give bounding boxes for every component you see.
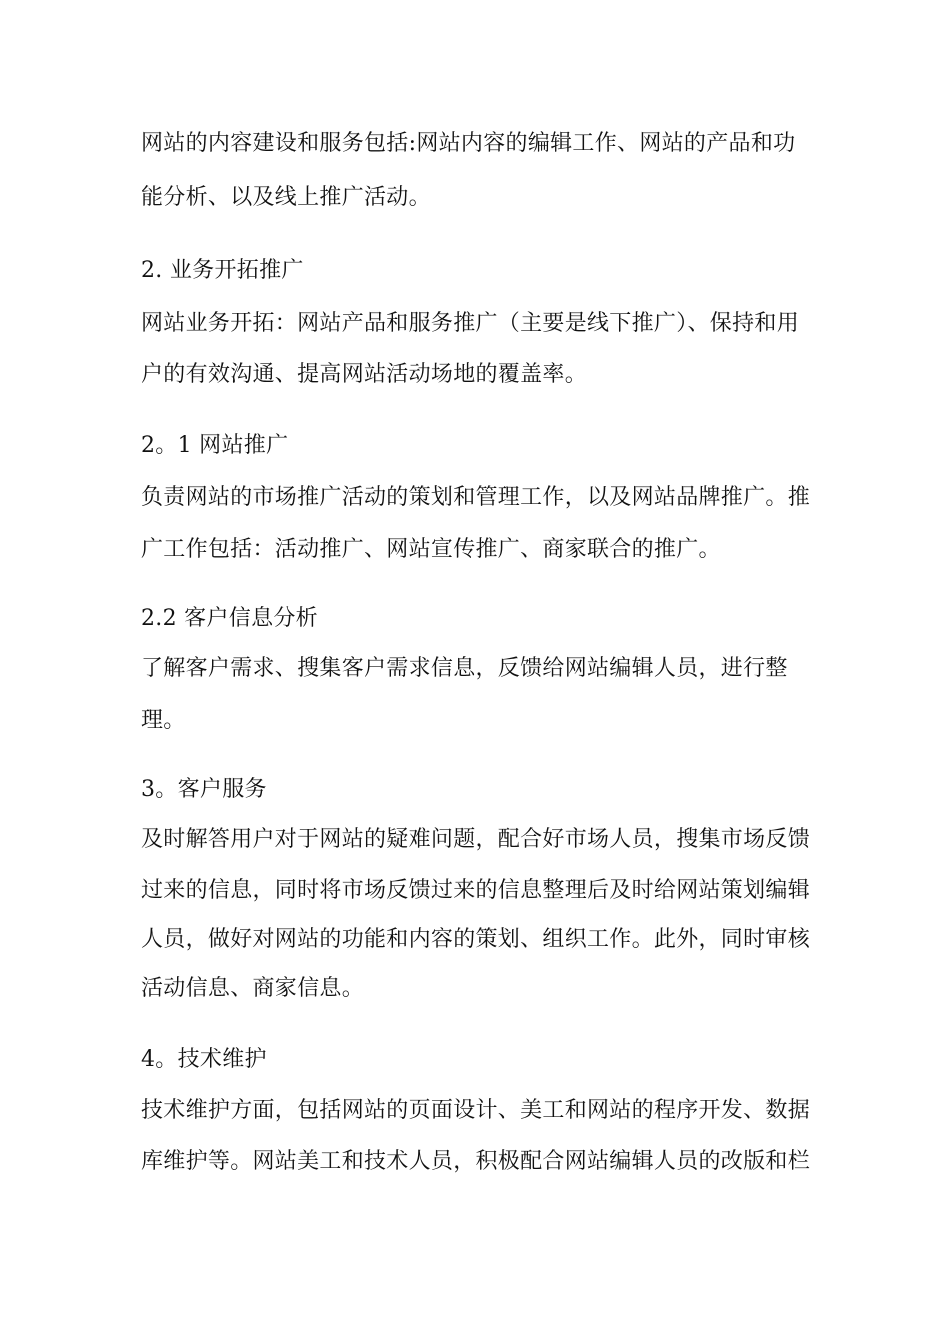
- paragraph-line: 活动信息、商家信息。: [141, 976, 365, 1001]
- paragraph-line: 广工作包括：活动推广、网站宣传推广、商家联合的推广。: [141, 537, 721, 562]
- paragraph-line: 了解客户需求、搜集客户需求信息，反馈给网站编辑人员，进行整: [141, 656, 788, 681]
- paragraph-line: 及时解答用户对于网站的疑难问题，配合好市场人员，搜集市场反馈: [141, 827, 811, 852]
- paragraph-line: 库维护等。网站美工和技术人员，积极配合网站编辑人员的改版和栏: [141, 1149, 811, 1174]
- paragraph-line: 户的有效沟通、提高网站活动场地的覆盖率。: [141, 362, 588, 387]
- paragraph-line: 网站的内容建设和服务包括:网站内容的编辑工作、网站的产品和功: [141, 131, 796, 156]
- paragraph-line: 理。: [141, 708, 186, 733]
- paragraph-line: 网站业务开拓：网站产品和服务推广（主要是线下推广）、保持和用: [141, 311, 800, 336]
- section-heading: 3。客户服务: [141, 777, 267, 802]
- section-heading: 2。1 网站推广: [141, 433, 289, 458]
- section-heading: 2. 业务开拓推广: [141, 258, 304, 283]
- paragraph-line: 过来的信息，同时将市场反馈过来的信息整理后及时给网站策划编辑: [141, 878, 811, 903]
- paragraph-line: 技术维护方面，包括网站的页面设计、美工和网站的程序开发、数据: [141, 1098, 811, 1123]
- paragraph-line: 负责网站的市场推广活动的策划和管理工作，以及网站品牌推广。推: [141, 485, 811, 510]
- paragraph-line: 能分析、以及线上推广活动。: [141, 185, 431, 210]
- section-heading: 4。技术维护: [141, 1047, 267, 1072]
- paragraph-line: 人员，做好对网站的功能和内容的策划、组织工作。此外，同时审核: [141, 927, 811, 952]
- section-heading: 2.2 客户信息分析: [141, 606, 318, 631]
